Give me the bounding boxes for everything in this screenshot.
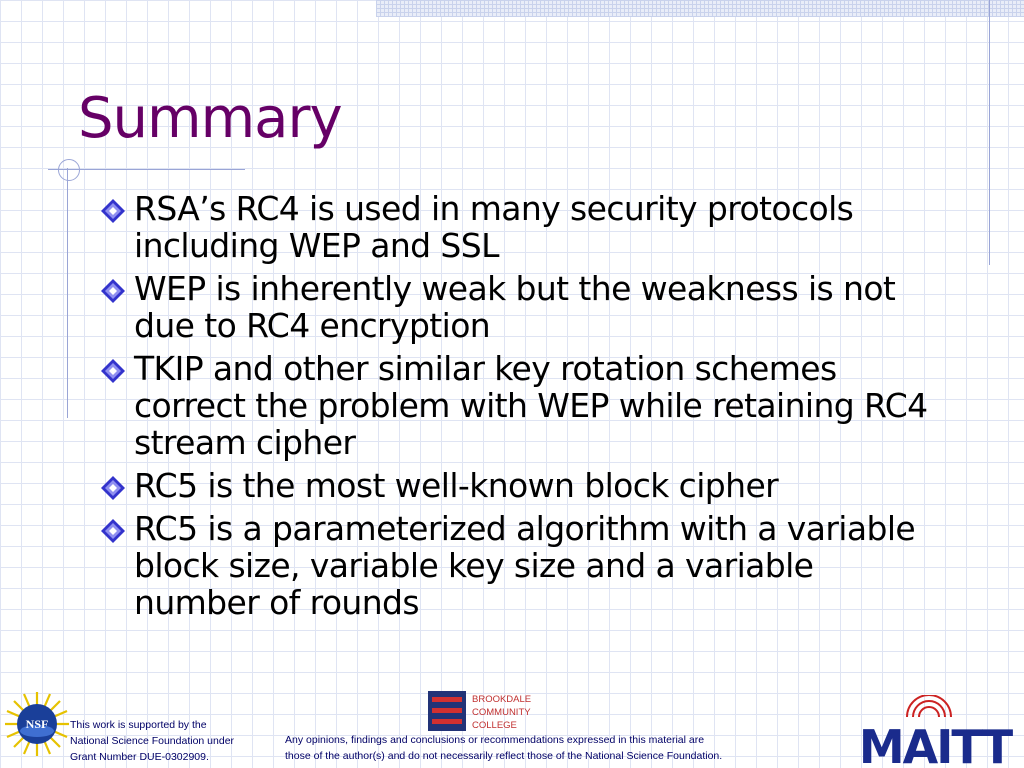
college-name-line: BROOKDALE — [472, 694, 532, 705]
support-statement — [70, 717, 234, 765]
support-line: National Science Foundation under — [70, 735, 235, 747]
bullet-line: RC5 is the most well-known block cipher — [134, 466, 779, 505]
nsf-logo-text: NSF — [25, 717, 49, 731]
support-line: Grant Number DUE-0302909. — [70, 751, 209, 763]
disclaimer — [285, 732, 722, 764]
support-line: This work is supported by the — [70, 719, 207, 731]
bullet-line: WEP is inherently weak but the weakness is not — [134, 269, 896, 308]
bullet-item — [98, 190, 1024, 264]
diamond-bullet-icon — [100, 198, 126, 224]
disclaimer-line: those of the author(s) and do not necessarily reflect those of the National Science Foundation. — [285, 750, 723, 762]
bullet-line: block size, variable key size and a variable — [134, 546, 814, 585]
disclaimer-line: Any opinions, findings and conclusions or recommendations expressed in this material are — [285, 734, 705, 746]
maitt-logo-text: MAITT — [858, 720, 1012, 767]
top-decorative-band — [376, 0, 1024, 17]
bullet-item — [98, 510, 1024, 621]
left-accent-line — [67, 168, 68, 418]
college-name-line: COMMUNITY — [472, 707, 531, 718]
diamond-bullet-icon — [100, 518, 126, 544]
bullet-item — [98, 270, 1024, 344]
bullet-line: number of rounds — [134, 583, 419, 622]
bullet-line: stream cipher — [134, 423, 356, 462]
bullet-list — [98, 190, 1024, 627]
crosshair-icon — [58, 159, 80, 181]
bullet-line: RSA’s RC4 is used in many security protocols — [134, 189, 854, 228]
diamond-bullet-icon — [100, 475, 126, 501]
diamond-bullet-icon — [100, 358, 126, 384]
bullet-line: correct the problem with WEP while retaining RC4 — [134, 386, 928, 425]
nsf-logo-icon — [4, 691, 70, 757]
college-name-line: COLLEGE — [472, 720, 517, 731]
bullet-line: due to RC4 encryption — [134, 306, 491, 345]
slide-title: Summary — [78, 86, 342, 151]
maitt-logo-icon — [850, 695, 1020, 767]
bullet-line: including WEP and SSL — [134, 226, 499, 265]
bullet-item — [98, 350, 1024, 461]
brookdale-logo-icon — [428, 691, 546, 731]
slide-footer — [0, 685, 1024, 768]
bullet-item — [98, 467, 1024, 504]
bullet-line: TKIP and other similar key rotation schemes — [134, 349, 837, 388]
diamond-bullet-icon — [100, 278, 126, 304]
bullet-line: RC5 is a parameterized algorithm with a variable — [134, 509, 916, 548]
